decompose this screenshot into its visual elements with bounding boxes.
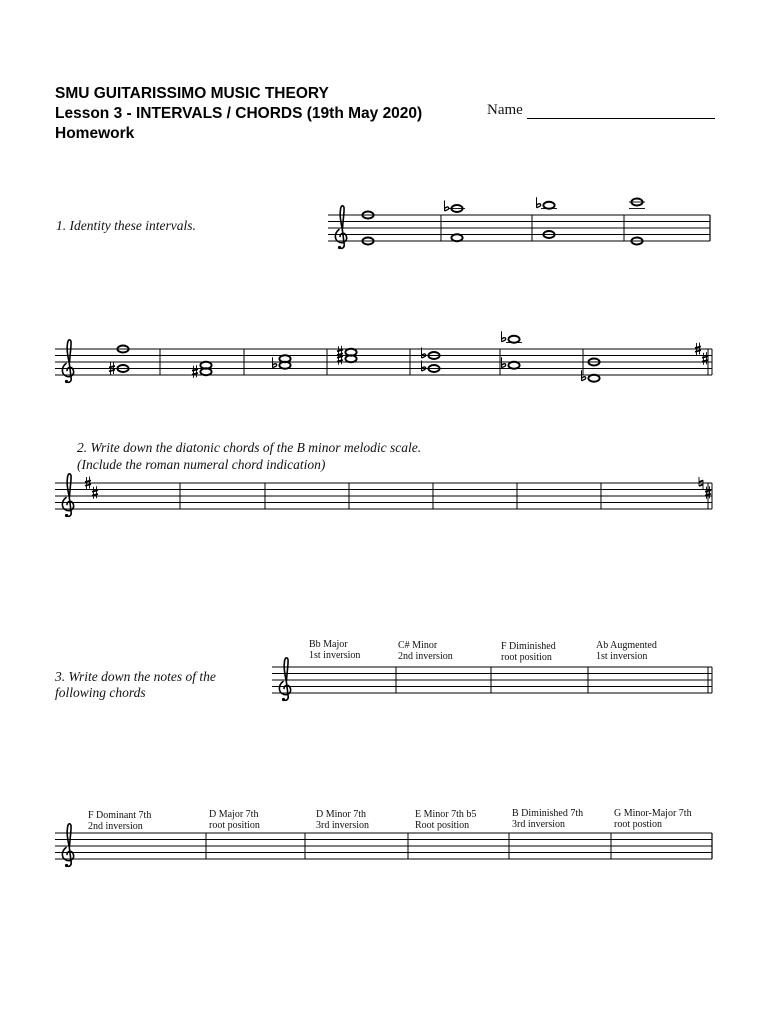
homework-label: Homework: [55, 125, 135, 142]
treble-clef-icon: [62, 474, 73, 517]
lesson-title: Lesson 3 - INTERVALS / CHORDS (19th May 2020): [55, 105, 423, 122]
treble-clef-icon: [62, 824, 73, 867]
chord-label: D Major 7th root position: [209, 809, 260, 831]
chord-label: C# Minor 2nd inversion: [398, 640, 453, 662]
chord-label: Bb Major 1st inversion: [309, 639, 361, 661]
question-2-line-2: (Include the roman numeral chord indication): [77, 457, 326, 472]
whole-note: [588, 375, 599, 382]
chord-label: E Minor 7th b5 Root position: [415, 809, 477, 831]
treble-clef-icon: [62, 340, 73, 383]
question-2-line-1: 2. Write down the diatonic chords of the B minor melodic scale.: [77, 440, 422, 455]
flat-icon: [502, 331, 506, 342]
treble-clef-icon: [279, 658, 290, 701]
question-3-line-1: 3. Write down the notes of the: [55, 669, 216, 684]
chord-label: B Diminished 7th 3rd inversion: [512, 808, 584, 830]
name-label: Name: [487, 102, 523, 118]
whole-note: [543, 202, 554, 209]
key-signature-sharp-icon: [92, 486, 98, 499]
chord-label: F Dominant 7th 2nd inversion: [88, 810, 152, 832]
flat-icon: [273, 357, 277, 368]
chord-label: D Minor 7th 3rd inversion: [316, 809, 370, 831]
chord-label: G Minor-Major 7th root postion: [614, 808, 692, 830]
key-signature-sharp-icon: [702, 352, 708, 365]
flat-icon: [445, 201, 449, 212]
flat-icon: [502, 357, 506, 368]
question-3-line-2: following chords: [55, 685, 146, 700]
question-1-text: 1. Identity these intervals.: [56, 218, 196, 233]
worksheet-title: SMU GUITARISSIMO MUSIC THEORY: [55, 85, 329, 102]
flat-icon: [582, 370, 586, 381]
whole-note: [508, 362, 519, 369]
sharp-icon: [192, 365, 198, 378]
chord-label: Ab Augmented 1st inversion: [596, 640, 657, 662]
chord-label: F Diminished root position: [501, 641, 556, 663]
whole-note: [508, 336, 519, 343]
flat-icon: [537, 197, 541, 208]
treble-clef-icon: [335, 206, 346, 249]
whole-note: [451, 234, 462, 241]
